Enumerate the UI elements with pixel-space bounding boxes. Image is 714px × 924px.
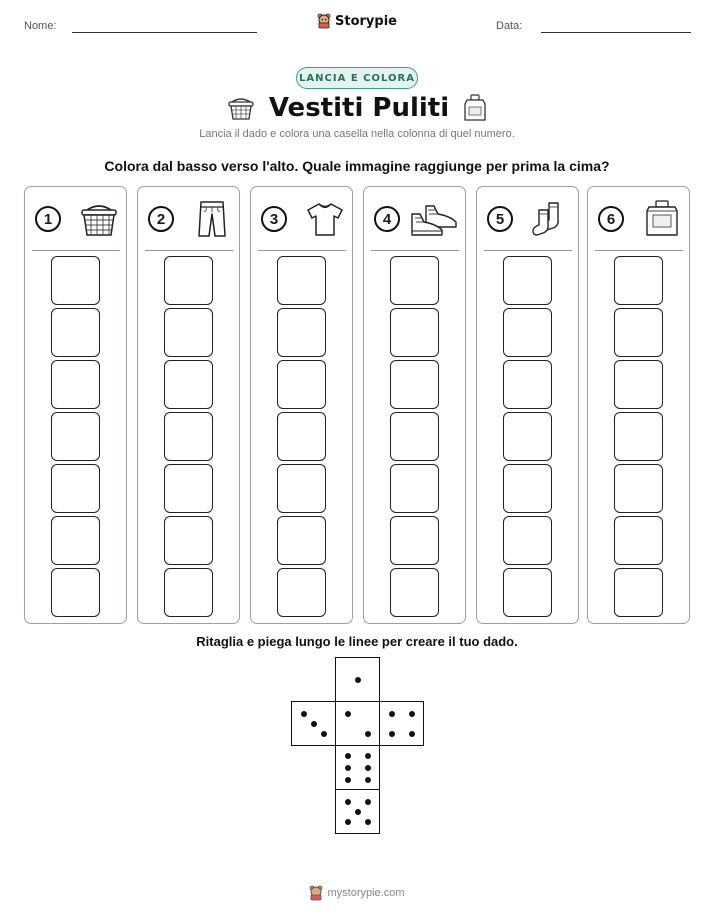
column-4 <box>363 186 466 624</box>
column-number: 2 <box>148 206 174 232</box>
detergent-icon <box>463 94 487 122</box>
color-box[interactable] <box>51 568 100 617</box>
color-box[interactable] <box>277 568 326 617</box>
color-box[interactable] <box>614 464 663 513</box>
die-face-two[interactable] <box>335 701 380 746</box>
color-box[interactable] <box>503 464 552 513</box>
color-box[interactable] <box>277 464 326 513</box>
color-box[interactable] <box>51 308 100 357</box>
die-face-six[interactable] <box>335 745 380 790</box>
date-label: Data: <box>496 20 523 32</box>
color-box[interactable] <box>277 256 326 305</box>
column-number: 3 <box>261 206 287 232</box>
die-pip <box>345 819 351 825</box>
name-line[interactable] <box>72 32 257 33</box>
color-box[interactable] <box>390 256 439 305</box>
die-pip <box>365 799 371 805</box>
die-pip <box>365 765 371 771</box>
color-box[interactable] <box>390 464 439 513</box>
color-box[interactable] <box>390 412 439 461</box>
color-box[interactable] <box>614 516 663 565</box>
color-box[interactable] <box>164 308 213 357</box>
die-pip <box>345 765 351 771</box>
storypie-mascot-icon <box>317 13 331 29</box>
laundry-basket-icon <box>227 95 255 121</box>
die-face-five[interactable] <box>335 789 380 834</box>
footer-url[interactable]: mystorypie.com <box>327 887 405 899</box>
die-pip <box>321 731 327 737</box>
footer <box>0 885 714 901</box>
die-pip <box>301 711 307 717</box>
color-box[interactable] <box>51 516 100 565</box>
color-box[interactable] <box>51 256 100 305</box>
column-number: 6 <box>598 206 624 232</box>
subtitle: Lancia il dado e colora una casella nella colonna di quel numero. <box>199 128 515 140</box>
die-pip <box>345 753 351 759</box>
activity-badge: LANCIA E COLORA <box>296 67 418 89</box>
column-number: 5 <box>487 206 513 232</box>
die-pip <box>365 731 371 737</box>
column-number: 1 <box>35 206 61 232</box>
instruction-text: Colora dal basso verso l'alto. Quale immagine raggiunge per prima la cima? <box>104 158 610 174</box>
washing-machine-icon <box>642 200 682 238</box>
die-pip <box>409 711 415 717</box>
die-face-four[interactable] <box>379 701 424 746</box>
pants-icon <box>192 200 232 238</box>
die-pip <box>355 677 361 683</box>
column-divider <box>371 250 459 251</box>
column-6 <box>587 186 690 624</box>
color-box[interactable] <box>503 412 552 461</box>
column-2 <box>137 186 240 624</box>
color-box[interactable] <box>277 308 326 357</box>
brand-logo <box>0 13 714 29</box>
color-box[interactable] <box>277 516 326 565</box>
die-pip <box>355 809 361 815</box>
die-face-three[interactable] <box>291 701 336 746</box>
color-box[interactable] <box>51 360 100 409</box>
color-box[interactable] <box>503 516 552 565</box>
color-box[interactable] <box>390 516 439 565</box>
color-box[interactable] <box>164 464 213 513</box>
tshirt-icon <box>305 200 345 238</box>
column-divider <box>484 250 572 251</box>
color-box[interactable] <box>164 256 213 305</box>
cut-instruction: Ritaglia e piega lungo le linee per creare il tuo dado. <box>196 634 518 649</box>
name-label: Nome: <box>24 20 57 32</box>
column-divider <box>32 250 120 251</box>
color-box[interactable] <box>614 568 663 617</box>
color-box[interactable] <box>614 256 663 305</box>
brand-name: Storypie <box>335 13 397 29</box>
die-pip <box>345 799 351 805</box>
die-pip <box>311 721 317 727</box>
color-box[interactable] <box>164 568 213 617</box>
color-box[interactable] <box>51 464 100 513</box>
die-pip <box>345 777 351 783</box>
die-pip <box>365 753 371 759</box>
die-pip <box>409 731 415 737</box>
color-box[interactable] <box>164 516 213 565</box>
color-box[interactable] <box>614 308 663 357</box>
column-number: 4 <box>374 206 400 232</box>
color-box[interactable] <box>503 256 552 305</box>
die-pip <box>389 731 395 737</box>
column-3 <box>250 186 353 624</box>
date-line[interactable] <box>541 32 691 33</box>
color-box[interactable] <box>614 412 663 461</box>
laundry-basket-icon <box>79 200 119 238</box>
die-pip <box>365 777 371 783</box>
die-pip <box>345 711 351 717</box>
column-divider <box>145 250 233 251</box>
color-box[interactable] <box>390 360 439 409</box>
color-box[interactable] <box>390 308 439 357</box>
race-board <box>24 186 690 624</box>
color-box[interactable] <box>503 360 552 409</box>
column-divider <box>258 250 346 251</box>
storypie-mascot-icon <box>309 885 323 901</box>
sneakers-icon <box>410 200 458 238</box>
die-pip <box>389 711 395 717</box>
page-title: Vestiti Puliti <box>268 93 450 123</box>
die-pip <box>365 819 371 825</box>
color-box[interactable] <box>503 568 552 617</box>
color-box[interactable] <box>277 412 326 461</box>
color-box[interactable] <box>614 360 663 409</box>
column-1 <box>24 186 127 624</box>
color-box[interactable] <box>51 412 100 461</box>
die-face-one[interactable] <box>335 657 380 702</box>
column-5 <box>476 186 579 624</box>
color-box[interactable] <box>503 308 552 357</box>
color-box[interactable] <box>390 568 439 617</box>
color-box[interactable] <box>164 360 213 409</box>
socks-icon <box>531 200 571 238</box>
column-divider <box>595 250 683 251</box>
color-box[interactable] <box>277 360 326 409</box>
color-box[interactable] <box>164 412 213 461</box>
